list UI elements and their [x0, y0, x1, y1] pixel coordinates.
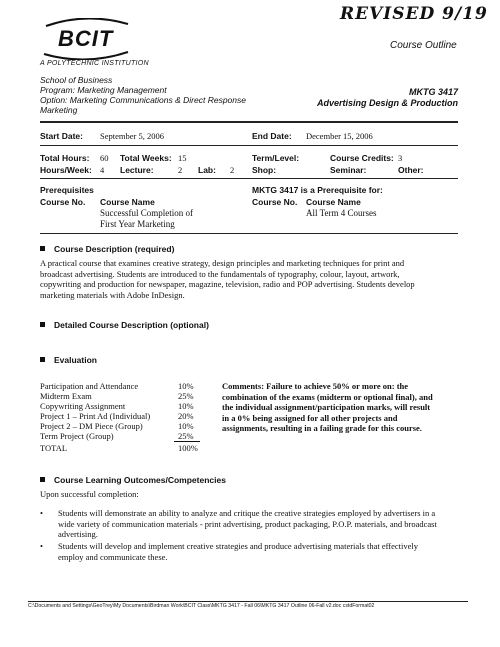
school-name: School of Business [40, 75, 113, 85]
end-date-value: December 15, 2006 [306, 131, 373, 141]
outcome-item [40, 508, 460, 540]
end-date-label: End Date: [252, 131, 292, 141]
course-code: MKTG 3417 [408, 87, 458, 97]
bcit-logo [40, 18, 132, 60]
total-weeks-label: Total Weeks: [120, 153, 172, 163]
evaluation-item-pct: 25% [178, 431, 194, 441]
evaluation-item-label: Term Project (Group) [40, 431, 114, 441]
outcome-line: Students will demonstrate an ability to analyze and critique the creative strategies employed by advertisers in a [58, 508, 436, 518]
evaluation-item-pct: 20% [178, 411, 194, 421]
evaluation-item-label: Project 1 – Print Ad (Individual) [40, 411, 151, 421]
info-divider [40, 145, 458, 146]
handwritten-revision-note: REVISED 9/19 [340, 4, 488, 24]
lab-value: 2 [230, 165, 235, 175]
bullet-icon: • [40, 541, 43, 551]
description-line: A practical course that examines creative strategy, design principles and marketing techniques for print and [40, 258, 405, 268]
comments-line: the individual assignment/participation marks, will result [222, 402, 431, 412]
footer-divider [28, 601, 468, 602]
evaluation-row [40, 411, 200, 421]
evaluation-row [40, 421, 200, 431]
program-name: Program: Marketing Management [40, 85, 167, 95]
prereq-for-title: MKTG 3417 is a Prerequisite for: [252, 185, 383, 195]
evaluation-comments [222, 381, 462, 434]
option-name: Option: Marketing Communications & Direct Response [40, 95, 246, 105]
evaluation-row [40, 381, 200, 391]
evaluation-row [40, 431, 200, 441]
evaluation-item-label: Copywriting Assignment [40, 401, 126, 411]
evaluation-total-rule [174, 441, 200, 442]
total-hours-value: 60 [100, 153, 109, 163]
outcomes-intro: Upon successful completion: [40, 489, 139, 499]
prereq-course-name: Successful Completion of [100, 208, 193, 218]
course-description-text [40, 258, 460, 300]
hours-week-label: Hours/Week: [40, 165, 92, 175]
outcomes-title: Course Learning Outcomes/Competencies [54, 475, 226, 485]
evaluation-title: Evaluation [54, 355, 97, 365]
section-bullet-icon [40, 357, 45, 362]
course-title: Advertising Design & Production [316, 98, 458, 108]
course-description-heading [40, 244, 174, 254]
evaluation-item-label: Project 2 – DM Piece (Group) [40, 421, 143, 431]
prereq-for-course-name: All Term 4 Courses [306, 208, 377, 218]
option-name-cont: Marketing [40, 105, 78, 115]
logo-wordmark: BCIT [58, 26, 114, 51]
evaluation-item-label: Midterm Exam [40, 391, 92, 401]
footer-path: C:\Documents and Settings\GeoTrey\My Documents\Birdman Work\BCIT Class\MKTG 3417 - Fall 06\MKTG 3417 Outline 06-Fall v2.doc cstdFormat02 [28, 603, 375, 609]
start-date-value: September 5, 2006 [100, 131, 164, 141]
hours-week-value: 4 [100, 165, 105, 175]
prereq-for-course-name-label: Course Name [306, 197, 361, 207]
evaluation-row [40, 401, 200, 411]
outcome-line: Students will develop and implement creative strategies and produce advertising materials that effectively [58, 541, 419, 551]
outcomes-heading [40, 475, 226, 485]
prereq-for-course-no-label: Course No. [252, 197, 298, 207]
prereq-divider [40, 233, 458, 234]
logo-tagline: A POLYTECHNIC INSTITUTION [40, 60, 149, 67]
detailed-description-title: Detailed Course Description (optional) [54, 320, 209, 330]
lecture-value: 2 [178, 165, 183, 175]
term-level-label: Term/Level: [252, 153, 300, 163]
detailed-description-heading [40, 320, 209, 330]
course-description-title: Course Description (required) [54, 244, 175, 254]
section-bullet-icon [40, 246, 45, 251]
prereq-course-no-label: Course No. [40, 197, 86, 207]
evaluation-heading [40, 355, 97, 365]
evaluation-item-pct: 10% [178, 381, 194, 391]
bullet-icon: • [40, 508, 43, 518]
shop-label: Shop: [252, 165, 277, 175]
total-hours-label: Total Hours: [40, 153, 90, 163]
total-weeks-value: 15 [178, 153, 187, 163]
description-line: copywriting and production for newspaper, magazine, television, radio and POP advertising. Students develop [40, 279, 415, 289]
lecture-label: Lecture: [120, 165, 154, 175]
outcome-line: wide variety of communication materials - print advertising, product packaging, P.O.P. materials, and broadcast [58, 518, 437, 529]
evaluation-item-pct: 10% [178, 401, 194, 411]
course-credits-label: Course Credits: [330, 153, 394, 163]
evaluation-item-pct: 10% [178, 421, 194, 431]
course-credits-value: 3 [398, 153, 403, 163]
comments-line: combination of the exams (midterm or optional final), and [222, 391, 433, 402]
evaluation-total-row [40, 443, 200, 453]
prereq-course-name-cont: First Year Marketing [100, 219, 175, 229]
outcome-line: employ and communicate these. [58, 551, 168, 562]
evaluation-row [40, 391, 200, 401]
outcome-line: advertising. [58, 529, 98, 539]
description-line: broadcast advertising. Students are introduced to the fundamentals of typography, colour, layout, artwork, [40, 268, 400, 279]
comments-line: Comments: Failure to achieve 50% or more on: the [222, 381, 409, 391]
other-label: Other: [398, 165, 424, 175]
prereq-title: Prerequisites [40, 185, 94, 195]
header-divider [40, 121, 458, 123]
info-divider-2 [40, 178, 458, 179]
start-date-label: Start Date: [40, 131, 83, 141]
evaluation-item-label: Participation and Attendance [40, 381, 139, 391]
prereq-course-name-label: Course Name [100, 197, 155, 207]
lab-label: Lab: [198, 165, 216, 175]
evaluation-item-pct: 25% [178, 391, 194, 401]
evaluation-total-pct: 100% [178, 443, 198, 453]
description-line: marketing materials with Adobe InDesign. [40, 289, 185, 300]
seminar-label: Seminar: [330, 165, 367, 175]
outcome-item [40, 541, 460, 563]
doc-type: Course Outline [390, 40, 457, 51]
section-bullet-icon [40, 322, 45, 327]
comments-line: in a 0% being assigned for all other projects and [222, 412, 398, 423]
evaluation-total-label: TOTAL [40, 443, 68, 453]
comments-line: assignments, resulting in a failing grade for this course. [222, 423, 422, 433]
section-bullet-icon [40, 477, 45, 482]
